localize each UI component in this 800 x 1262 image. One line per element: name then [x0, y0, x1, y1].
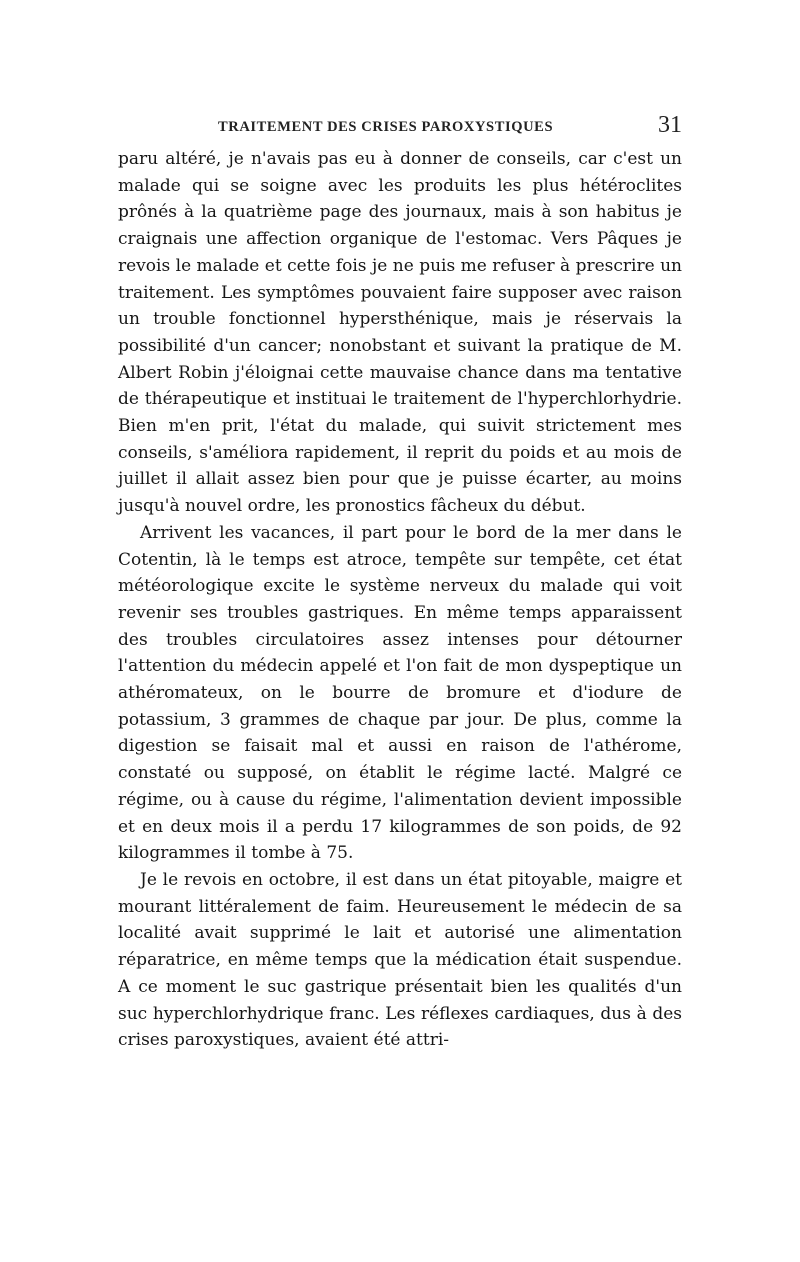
page-number: 31 [658, 112, 682, 138]
paragraph-3: Je le revois en octobre, il est dans un état pitoyable, maigre et mourant littéralement de faim. Heureusement le médecin de sa localité avait supprimé le lait et autorisé une alimentation réparatrice, en même temps que la médication était suspendue. A ce moment le suc gastrique présentait bien les qualités d'un suc hyperchlorhydrique franc. Les réflexes cardiaques, dus à des crises paroxystiques, avaient été attri- [118, 869, 682, 1051]
running-title: TRAITEMENT DES CRISES PAROXYSTIQUES [218, 119, 554, 135]
paragraph-2: Arrivent les vacances, il part pour le bord de la mer dans le Cotentin, là le temps est atroce, tempête sur tempête, cet état météorologique excite le système nerveux du malade qui voit revenir ses troubles gastriques. En même temps apparaissent des troubles circulatoires assez intenses pour détourner l'attention du médecin appelé et l'on fait de mon dyspeptique un athéromateux, on le bourre de bromure et d'iodure de potassium, 3 grammes de chaque par jour. De plus, comme la digestion se faisait mal et aussi en raison de l'athérome, constaté ou supposé, on établit le régime lacté. Malgré ce régime, ou à cause du régime, l'alimentation devient impossible et en deux mois il a perdu 17 kilogrammes de son poids, de 92 kilogrammes il tombe à 75. [118, 522, 682, 864]
running-head [118, 112, 682, 146]
paragraph-1: paru altéré, je n'avais pas eu à donner de conseils, car c'est un malade qui se soigne avec les produits les plus hétéroclites prônés à la quatrième page des journaux, mais à son habitus je craignais une affection organique de l'estomac. Vers Pâques je revois le malade et cette fois je ne puis me refuser à prescrire un traitement. Les symptômes pouvaient faire supposer avec raison un trouble fonctionnel hypersthénique, mais je réservais la possibilité d'un cancer; nonobstant et suivant la pratique de M. Albert Robin j'éloignai cette mauvaise chance dans ma tentative de thérapeutique et instituai le traitement de l'hyperchlorhydrie. Bien m'en prit, l'état du malade, qui suivit strictement mes conseils, s'améliora rapidement, il reprit du poids et au mois de juillet il allait assez bien pour que je puisse écarter, au moins jusqu'à nouvel ordre, les pronostics fâcheux du début. [118, 149, 682, 517]
body-text [118, 146, 682, 1054]
book-page [118, 112, 682, 1054]
